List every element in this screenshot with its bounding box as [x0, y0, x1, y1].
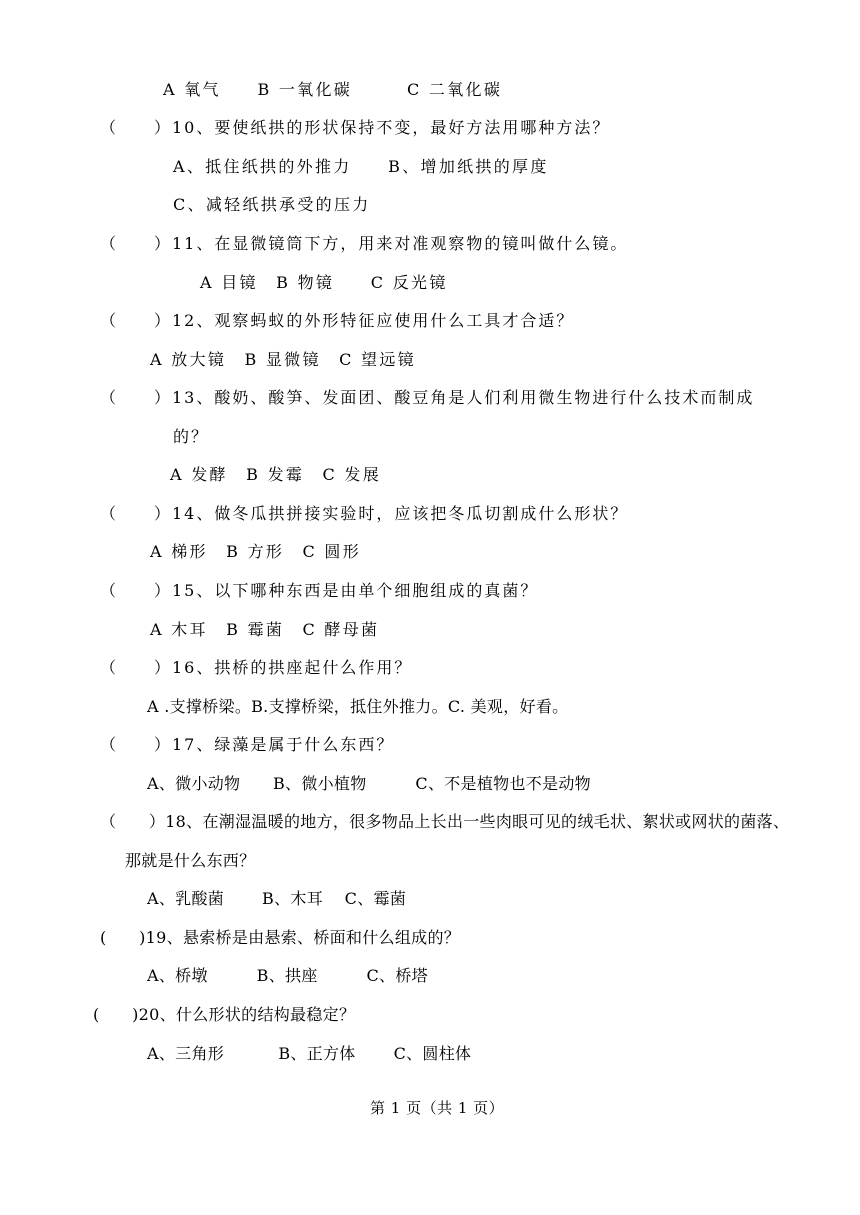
question-11: （ ）11、在显微镜筒下方，用来对准观察物的镜叫做什么镜。	[100, 234, 629, 253]
question-14: （ ）14、做冬瓜拱拼接实验时，应该把冬瓜切割成什么形状？	[100, 504, 629, 523]
question-16: （ ）16、拱桥的拱座起什么作用？	[100, 658, 413, 677]
options-line-12: A 放大镜 B 显微镜 C 望远镜	[150, 350, 416, 369]
question-12: （ ）12、观察蚂蚁的外形特征应使用什么工具才合适？	[100, 311, 575, 330]
options-line-9: A 氧气 B 一氧化碳 C 二氧化碳	[163, 80, 503, 99]
options-line-19: A、桥墩 B、拱座 C、桥塔	[147, 966, 428, 985]
options-line-10b: C、减轻纸拱承受的压力	[173, 195, 371, 214]
options-line-14: A 梯形 B 方形 C 圆形	[150, 542, 362, 561]
options-line-11: A 目镜 B 物镜 C 反光镜	[200, 273, 448, 292]
options-line-20: A、三角形 B、正方体 C、圆柱体	[147, 1044, 472, 1063]
options-line-10a: A、抵住纸拱的外推力 B、增加纸拱的厚度	[173, 157, 549, 176]
question-15: （ ）15、以下哪种东西是由单个细胞组成的真菌？	[100, 581, 539, 600]
question-10: （ ）10、要使纸拱的形状保持不变，最好方法用哪种方法？	[100, 118, 611, 137]
question-17: （ ）17、绿藻是属于什么东西？	[100, 735, 395, 754]
options-line-18: A、乳酸菌 B、木耳 C、霉菌	[147, 889, 407, 908]
question-18: （ ）18、在潮湿温暖的地方，很多物品上长出一些肉眼可见的绒毛状、絮状或网状的菌落、	[100, 812, 790, 831]
options-line-17: A、微小动物 B、微小植物 C、不是植物也不是动物	[147, 774, 591, 793]
options-line-15: A 木耳 B 霉菌 C 酵母菌	[150, 620, 380, 639]
question-13: （ ）13、酸奶、酸笋、发面团、酸豆角是人们利用微生物进行什么技术而制成	[100, 388, 755, 407]
question-19: ( )19、悬索桥是由悬索、桥面和什么组成的？	[100, 928, 461, 947]
question-18-continued: 那就是什么东西？	[125, 851, 256, 870]
options-line-16: A .支撑桥梁。B.支撑桥梁，抵住外推力。C. 美观，好看。	[147, 697, 569, 716]
options-line-13: A 发酵 B 发霉 C 发展	[170, 465, 382, 484]
question-13-continued: 的？	[173, 427, 210, 446]
question-20: ( )20、什么形状的结构最稳定？	[93, 1005, 356, 1024]
page-footer: 第 1 页（共 1 页）	[370, 1099, 505, 1117]
